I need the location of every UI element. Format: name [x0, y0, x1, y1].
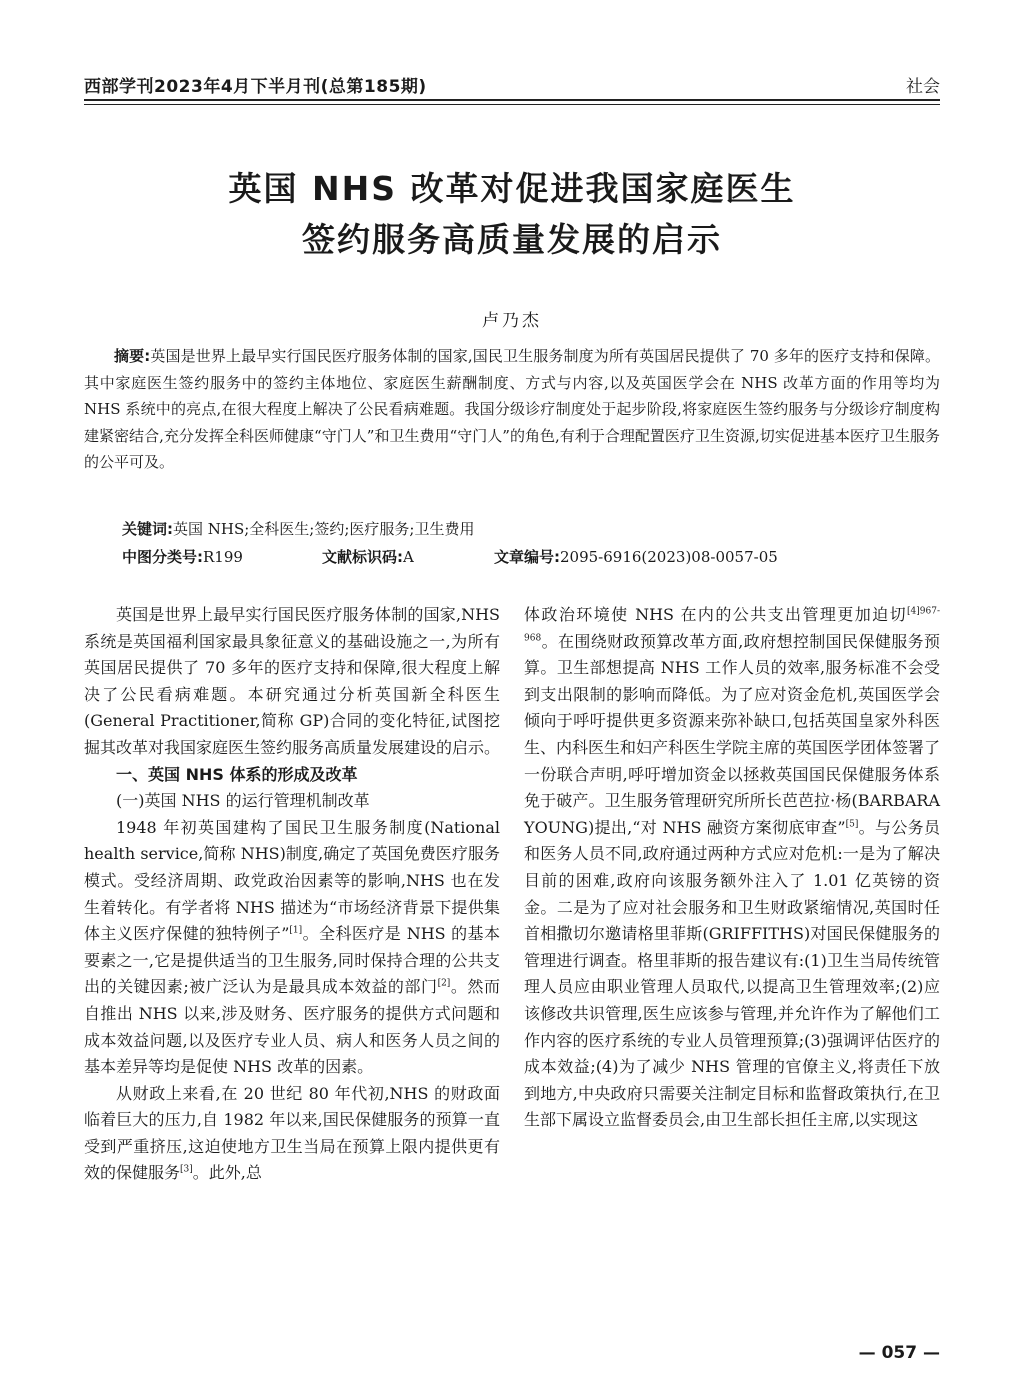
author-name: 卢乃杰: [482, 311, 542, 331]
section-label: 社会: [906, 77, 940, 97]
clc-number: 中图分类号:R199: [122, 548, 243, 566]
section-heading: 一、英国 NHS 体系的形成及改革: [116, 764, 358, 784]
paragraph: 从财政上来看,在 20 世纪 80 年代初,NHS 的财政面临着巨大的压力,自 1982 年以来,国民保健服务的预算一直受到严重挤压,这迫使地方卫生当局在预算上限内提供更有效的保健服务[3]。此外,总: [84, 1083, 500, 1183]
body-column-right: [524, 602, 940, 1134]
citation: [4]967-968: [524, 606, 940, 644]
header-rule: [84, 99, 940, 101]
article-number: 文章编号:2095-6916(2023)08-0057-05: [494, 548, 778, 566]
keywords: [122, 518, 940, 539]
article-title-line-2: 签约服务高质量发展的启示: [302, 220, 722, 259]
abstract-label: 摘要:: [114, 347, 151, 365]
running-header: [84, 72, 940, 98]
keywords-label: 关键词:: [122, 520, 173, 538]
paragraph: 体政治环境使 NHS 在内的公共支出管理更加迫切$^{[4]967-968}$。在围绕财政预算改革方面,政府想控制国民保健服务预算。卫生部想提高 NHS 工作人员的效率,服务标准不会受到支出限制的影响而降低。为了应对资金危机,英国医学会倾向于呼吁提供更多资源来弥补缺口,包括英国皇家外科医生、内科医生和妇产科医生学院主席的英国医学团体签署了一份联合声明,呼吁增加资金以拯救英国国民保健服务体系免于破产。卫生服务管理研究所所长芭芭拉·杨(BARBARA YOUNG)提出,“对 NHS 融资方案彻底审查”[5]。与公务员和医务人员不同,政府通过两种方式应对危机:一是为了解决目前的困难,政府向该服务额外注入了 1.01 亿英镑的资金。二是为了应对社会服务和卫生财政紧缩情况,英国时任首相撒切尔邀请格里菲斯(GRIFFITHS)对国民保健服务的管理进行调查。格里菲斯的报告建议有:(1)卫生当局传统管理人员应由职业管理人员取代,以提高卫生管理效率;(2)应该修改共识管理,医生应该参与管理,并允许作为了解他们工作内容的医疗系统的专业人员管理预算;(3)强调评估医疗的成本效益;(4)为了减少 NHS 管理的官僚主义,将责任下放到地方,中央政府只需要关注制定目标和监督政策执行,在卫生部下属设立监督委员会,由卫生部长担任主席,以实现这: [524, 605, 941, 1130]
abstract-text: 英国是世界上最早实行国民医疗服务体制的国家,国民卫生服务制度为所有英国居民提供了 70 多年的医疗支持和保障。其中家庭医生签约服务中的签约主体地位、家庭医生薪酬制度、方式与内容,以及英国医学会在 NHS 改革方面的作用等均为 NHS 系统中的亮点,在很大程度上解决了公民看病难题。我国分级诊疗制度处于起步阶段,将家庭医生签约服务与分级诊疗制度构建紧密结合,充分发挥全科医师健康“守门人”和卫生费用“守门人”的角色,有利于合理配置医疗卫生资源,切实促进基本医疗卫生服务的公平可及。: [84, 347, 941, 472]
subsection-heading: (一)英国 NHS 的运行管理机制改革: [116, 791, 370, 811]
citation: [2]: [437, 978, 451, 989]
classification-line: [122, 546, 940, 570]
citation: [1]: [289, 925, 303, 936]
citation: [5]: [845, 819, 859, 830]
paragraph: 英国是世界上最早实行国民医疗服务体制的国家,NHS 系统是英国福利国家最具象征意义的基础设施之一,为所有英国居民提供了 70 多年的医疗支持和保障,很大程度上解决了公民看病难题。本研究通过分析英国新全科医生(General Practitioner,简称 GP)合同的变化特征,试图挖掘其改革对我国家庭医生签约服务高质量发展建设的启示。: [84, 605, 501, 757]
body-column-left: [84, 602, 500, 1187]
keywords-text: 英国 NHS;全科医生;签约;医疗服务;卫生费用: [173, 520, 475, 538]
document-code: 文献标识码:A: [322, 548, 414, 566]
header-rule-thin: [84, 104, 940, 105]
abstract: [84, 343, 940, 476]
page-number: — 057 —: [858, 1343, 940, 1363]
citation: [3]: [180, 1165, 193, 1176]
paragraph: 1948 年初英国建构了国民卫生服务制度(National health service,简称 NHS)制度,确定了英国免费医疗服务模式。受经济周期、政党政治因素等的影响,NHS 也在发生着转化。有学者将 NHS 描述为“市场经济背景下提供集体主义医疗保健的独特例子”[1]。全科医疗是 NHS 的基本要素之一,它是提供适当的卫生服务,同时保持合理的公共支出的关键因素;被广泛认为是最具成本效益的部门[2]。然而自推出 NHS 以来,涉及财务、医疗服务的提供方式问题和成本效益问题,以及医疗专业人员、病人和医务人员之间的基本差异等均是促使 NHS 改革的因素。: [84, 817, 500, 1077]
article-title-line-1: 英国 NHS 改革对促进我国家庭医生: [228, 169, 796, 208]
journal-header: 西部学刊2023年4月下半月刊(总第185期): [84, 77, 427, 97]
